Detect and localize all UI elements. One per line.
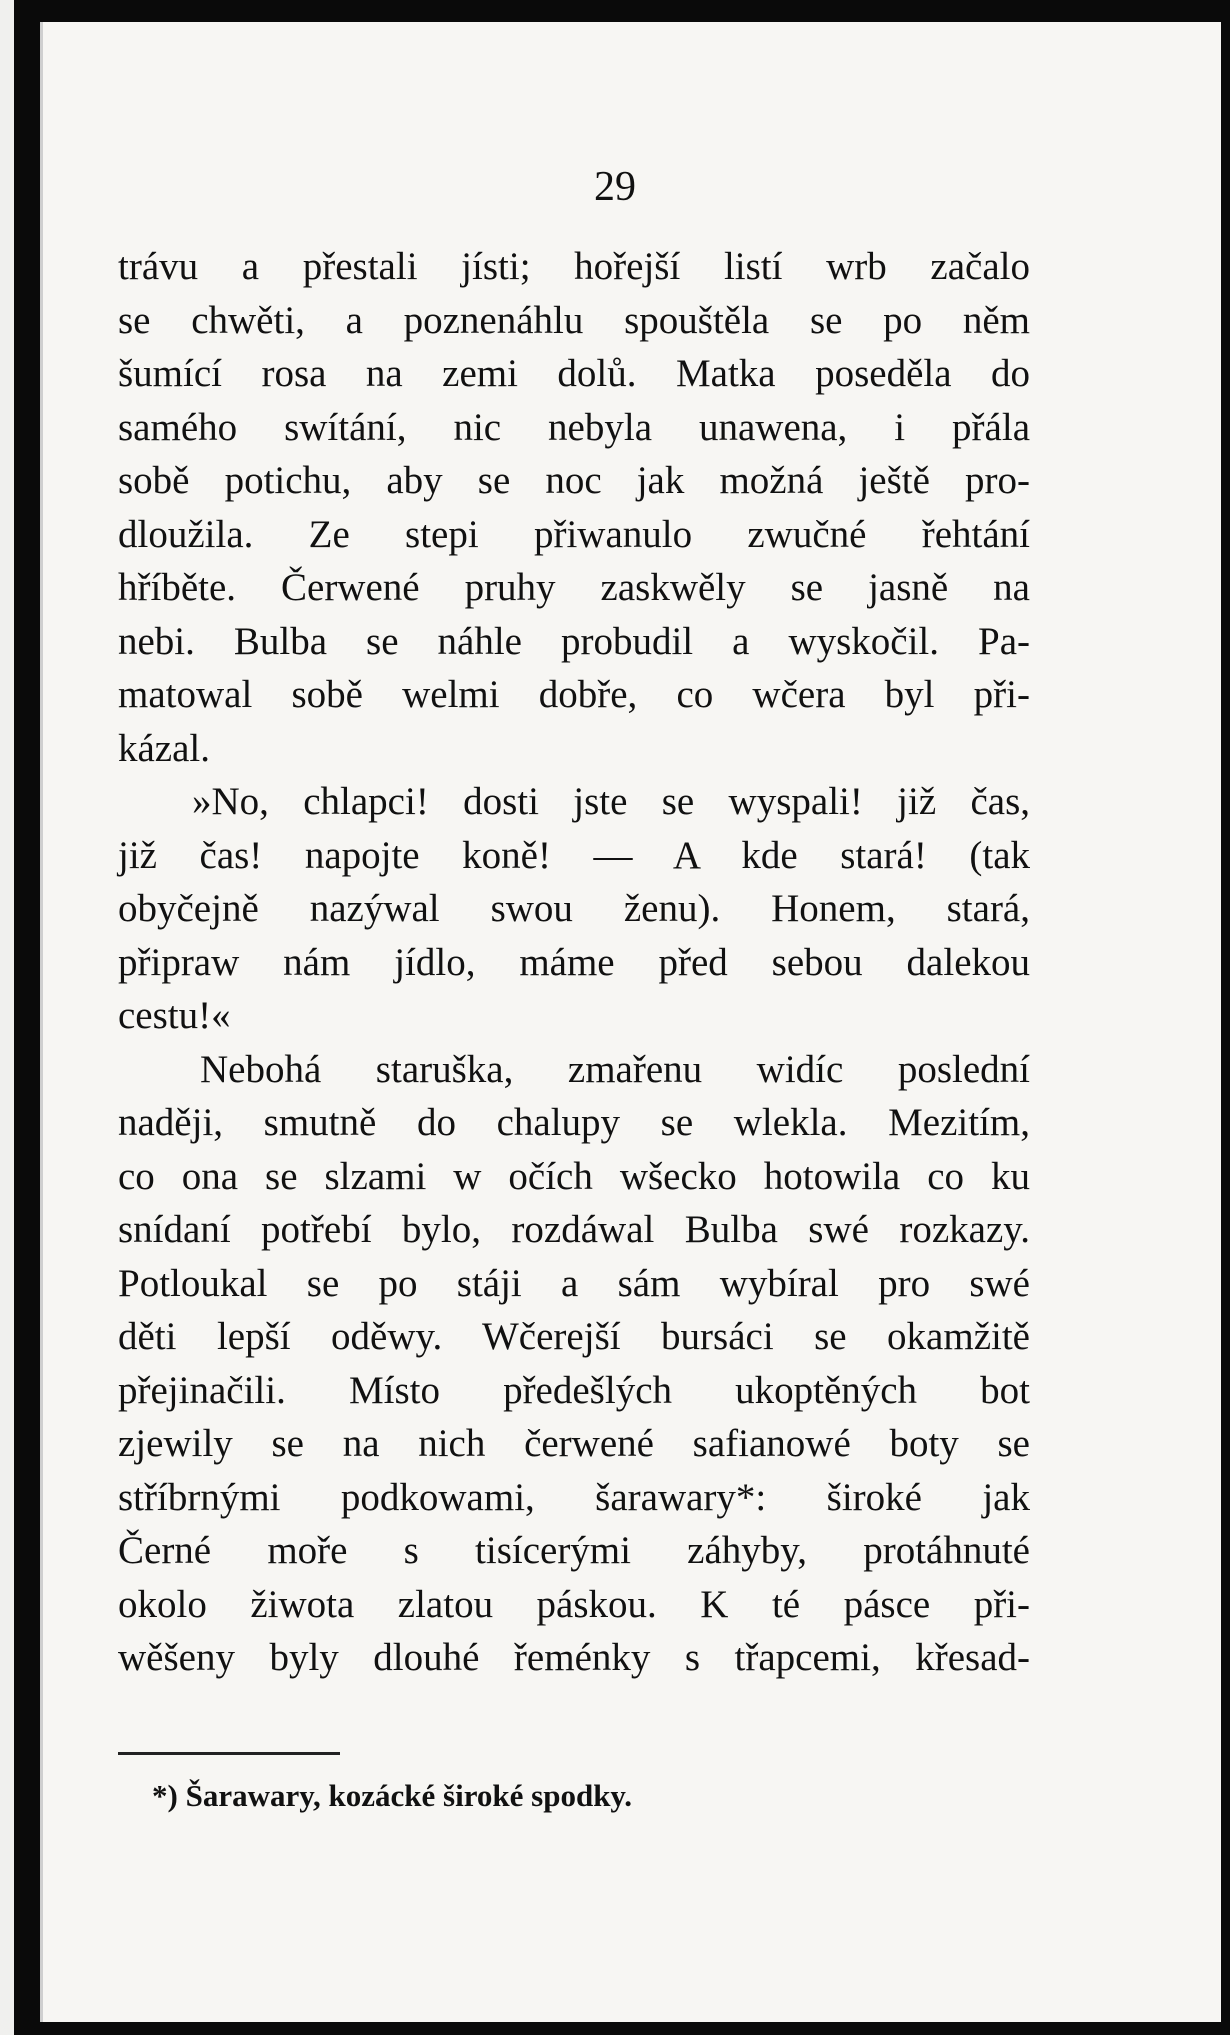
text-line: snídaní potřebí bylo, rozdáwal Bulba swé rozkazy. [118,1208,1030,1251]
text-line: děti lepší oděwy. Wčerejší bursáci se okamžitě [118,1315,1030,1358]
text-line: hříběte. Čerwené pruhy zaskwěly se jasně na [118,566,1030,609]
text-line: co ona se slzami w očích wšecko hotowila co ku [118,1154,1030,1198]
text-line: dloužila. Ze stepi přiwanulo zwučné řehtání [118,512,1030,556]
text-line: se chwěti, a poznenáhlu spouštěla se po něm [118,298,1030,342]
text-line: »No, chlapci! dosti jste se wyspali! již čas, [192,780,1030,823]
text-line: Potloukal se po stáji a sám wybíral pro swé [118,1261,1030,1305]
text-line: matowal sobě welmi dobře, co wčera byl při- [118,673,1030,716]
text-line: Černé moře s tisícerými záhyby, protáhnuté [118,1529,1030,1572]
text-line: připraw nám jídlo, máme před sebou dalekou [118,940,1030,984]
text-line: Nebohá staruška, zmařenu widíc poslední [200,1047,1030,1091]
text-line: kázal. [118,726,211,770]
left-margin-strip [0,0,14,2035]
text-line: cestu!« [118,994,231,1037]
text-line: již čas! napojte koně! — A kde stará! (tak [118,833,1030,877]
footnote-rule [118,1752,340,1755]
text-line: naději, smutně do chalupy se wlekla. Mezitím, [118,1101,1030,1144]
text-line: samého swítání, nic nebyla unawena, i přála [118,405,1030,449]
text-line: šumící rosa na zemi dolů. Matka poseděla do [118,352,1030,395]
text-line: obyčejně nazýwal swou ženu). Honem, stará, [118,887,1030,930]
body-text [118,240,1030,1685]
page-number: 29 [594,164,636,210]
text-line: okolo žiwota zlatou páskou. K té pásce při- [118,1582,1030,1626]
text-line: wěšeny byly dlouhé řeménky s třapcemi, křesad- [118,1636,1030,1679]
footnote: *) Šarawary, kozácké široké spodky. [152,1778,632,1813]
text-line: stříbrnými podkowami, šarawary*: široké jak [118,1475,1030,1519]
text-line: nebi. Bulba se náhle probudil a wyskočil. Pa- [118,619,1030,663]
text-line: trávu a přestali jísti; hořejší listí wrb začalo [118,245,1030,288]
text-line: přejinačili. Místo předešlých ukoptěných bot [118,1368,1030,1412]
text-line: sobě potichu, aby se noc jak možná ještě pro- [118,459,1030,502]
text-line: zjewily se na nich čerwené safianowé boty se [118,1422,1030,1465]
